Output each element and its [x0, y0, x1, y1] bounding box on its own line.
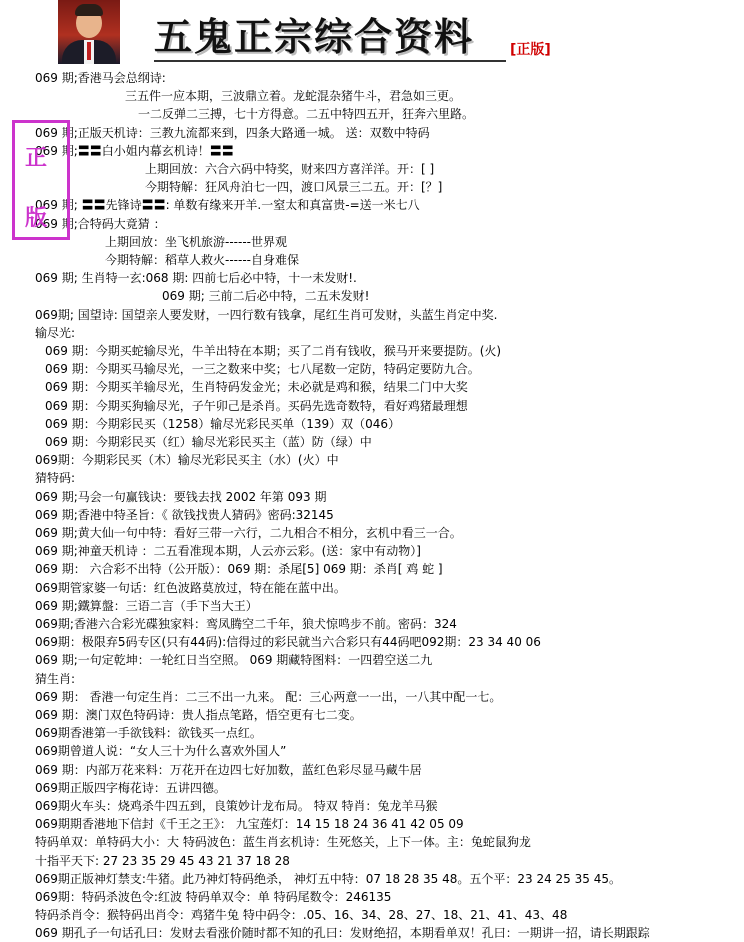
- avatar-tie: [87, 42, 91, 60]
- text-line: 069期香港第一手欲钱料：欲钱买一点红。: [35, 726, 262, 741]
- text-line: 特码单双：单特码大小：大 特码波色：蓝生肖玄机诗：生死悠关，上下一体。主：兔蛇鼠狗龙: [35, 835, 531, 850]
- text-line: 069 期;鐵算盤：三语二言（手下当大王）: [35, 598, 258, 613]
- text-line: 069 期：今期买蛇输尽光，牛羊出特在本期；买了二肖有钱收，猴马开来要提防。(火): [45, 344, 502, 358]
- text-line: 猜特码:: [35, 471, 76, 486]
- text-line: 069期曾道人说：“女人三十为什么喜欢外国人”: [35, 744, 287, 759]
- text-line: 069 期：澳门双色特码诗：贵人指点笔路，悟空更有七二变。: [35, 708, 362, 722]
- text-line: 069 期; 〓〓先锋诗〓〓: 单数有缘来开羊.一窒太和真富贵-=送一米七八: [35, 198, 420, 213]
- text-line: 069 期孔子一句话孔曰：发财去看涨价随时都不知的孔曰：发财绝招，本期看单双！孔曰：一期讲一招，请长期跟踪: [35, 926, 650, 941]
- text-line: 069 期;马会一句赢钱诀：要钱去找 2002 年第 093 期: [35, 489, 327, 504]
- title-underline: [154, 60, 506, 62]
- text-line: 069 期; 生肖特一玄:068 期: 四前七后必中特，十一未发财!.: [35, 271, 357, 286]
- text-line: 069期：特码杀波色令:红波 特码单双令：单 特码尾数令：246135: [35, 890, 392, 904]
- stamp-top-char: 正: [25, 145, 48, 171]
- text-line: 069期正版四字梅花诗：五讲四德。: [35, 780, 226, 795]
- text-line: 069 期;神童天机诗 ：二五看准现本期，人云亦云彩。(送：家中有动物）]: [35, 544, 421, 559]
- text-line: 069 期;合特码大竟猜 ：: [35, 216, 166, 231]
- text-line: 猜生肖:: [35, 671, 76, 686]
- text-line: 069 期;黄大仙一句中特：看好三带一六行，二九相合不相分，玄机中看三一合。: [35, 526, 462, 540]
- text-line: 069 期：今期买羊输尽光，生肖特码发金光；未必就是鸡和猴，结果二门中大奖: [45, 380, 468, 395]
- genuine-stamp: [12, 120, 70, 240]
- text-line: 069 期;正版天机诗：三教九流都来到，四条大路通一城。 送：双数中特码: [35, 125, 430, 140]
- text-line: 069 期;香港马会总纲诗:: [35, 71, 166, 85]
- text-line: 069期;香港六合彩光碟独家料：鸾凤腾空二千年，狼犬惊鸣步不前。密码：324: [35, 617, 457, 631]
- page-header: [0, 0, 744, 68]
- avatar-hair: [75, 4, 103, 16]
- text-line: 069 期： 六合彩不出特（公开版）：069 期：杀尾[5] 069 期：杀肖[ 鸡 蛇 ]: [35, 562, 443, 577]
- text-line: 三五件一应本期，三波鼎立着。龙蛇混杂猪牛斗，君急如三更。: [125, 89, 462, 104]
- text-line: 今期特解：稻草人救火------自身难保: [105, 253, 299, 267]
- text-line: 069期; 国望诗: 国望亲人要发财，一四行数有钱拿，尾红生肖可发财，头蓝生肖定中奖.: [35, 307, 498, 322]
- text-line: 今期特解：狂风舟泊七一四，渡口风景三二五。开：[？]: [145, 180, 443, 195]
- text-line: 069 期：今期买狗输尽光，子午卯己是杀肖。买码先选奇数特，看好鸡猪最理想: [45, 398, 468, 413]
- text-line: 一二反弹二三搏，七十方得意。二五中特四五开，狂奔六里路。: [138, 107, 475, 122]
- avatar: [58, 0, 120, 64]
- text-line: 069期正版神灯禁支:牛猪。此乃神灯特码绝杀， 神灯五中特：07 18 28 35 48。五个平：23 24 25 35 45。: [35, 871, 621, 886]
- text-line: 069 期：内部万花来料：万花开在边四七好加数，蓝红色彩尽显马藏牛居: [35, 762, 422, 777]
- text-line: 069 期;〓〓白小姐内幕玄机诗！〓〓: [35, 143, 234, 158]
- text-line: 十指平天下: 27 23 35 29 45 43 21 37 18 28: [35, 853, 290, 868]
- text-line: 069 期;香港中特圣旨：《 欲钱找贵人猜码》密码:32145: [35, 507, 334, 522]
- text-line: 069期火车头：烧鸡杀牛四五到，良策妙计龙布局。 特双 特肖：兔龙羊马猴: [35, 799, 438, 813]
- stamp-bottom-char: 版: [25, 205, 48, 231]
- text-line: 输尽光:: [35, 325, 76, 340]
- text-line: 069 期;一句定乾坤：一轮红日当空照。 069 期藏特图料：一四碧空送二九: [35, 653, 433, 668]
- text-line: 069期：今期彩民买（木）输尽光彩民买主（水）(火）中: [35, 453, 339, 468]
- page-title: 五鬼正宗综合资料: [154, 14, 475, 59]
- text-line: 特码杀肖令：猴特码出肖令：鸡猪牛兔 特中码令：.05、16、34、28、27、18、21、41、43、48: [35, 908, 568, 923]
- text-line: 069 期： 香港一句定生肖：二三不出一九来。 配：三心两意一一出，一八其中配一七。: [35, 689, 502, 704]
- text-line: 069 期：今期彩民买（1258）输尽光彩民买单（139）双（046）: [45, 416, 401, 431]
- text-line: 069 期; 三前二后必中特，二五未发财!: [162, 289, 370, 304]
- text-line: 069期管家婆一句话：红色波路莫放过，特在能在蓝中出。: [35, 580, 346, 595]
- text-line: 069期：极限弃5码专区(只有44码):信得过的彩民就当六合彩只有44码吧092期：23 34 40 06: [35, 635, 541, 650]
- edition-badge: [正版]: [510, 42, 551, 58]
- text-line: 069 期：今期买马输尽光，一三之数来中奖；七八尾数一定防，特码定要防九合。: [45, 362, 480, 377]
- text-line: 上期回放：六合六码中特奖，财来四方喜洋洋。开：[ ]: [145, 162, 435, 176]
- text-line: 上期回放：坐飞机旅游------世界观: [105, 234, 287, 249]
- text-line: 069期期香港地下信封《千王之王》： 九宝莲灯：14 15 18 24 36 41 42 05 09: [35, 817, 464, 832]
- text-line: 069 期：今期彩民买（红）输尽光彩民买主（蓝）防（绿）中: [45, 435, 372, 449]
